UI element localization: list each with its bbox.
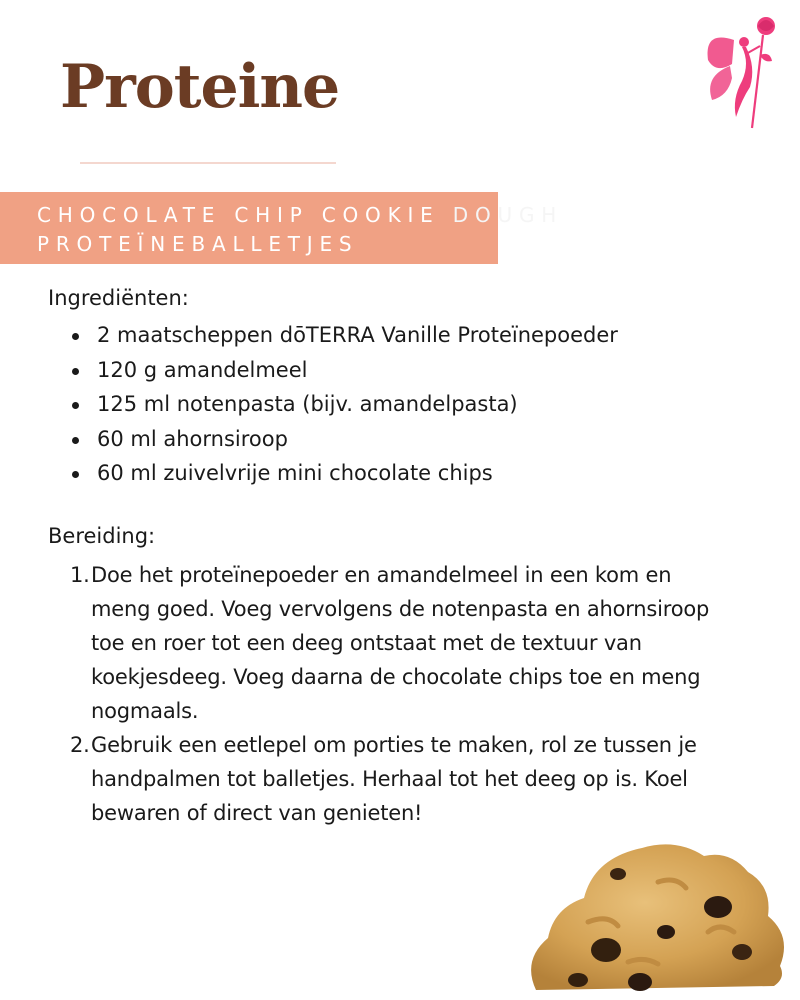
step-number: 2. — [70, 733, 90, 757]
step-number: 1. — [70, 563, 90, 587]
recipe-title — [37, 201, 657, 259]
step-text: Doe het proteïnepoeder en amandelmeel in een kom en meng goed. Voeg vervolgens de notenpasta en ahornsiroop toe en roer tot een deeg ontstaat met de textuur van koekjesdeeg. Voeg daarna de chocolate chips toe en meng nogmaals. — [91, 563, 710, 723]
list-item: 60 ml ahornsiroop — [70, 422, 618, 457]
ingredients-list — [70, 318, 618, 491]
fairy-rose-logo — [700, 10, 790, 135]
recipe-title-line1-overflow: DOUGH — [452, 203, 564, 227]
title-divider — [80, 162, 336, 164]
recipe-title-line1: CHOCOLATE CHIP COOKIE — [37, 203, 453, 227]
list-item: 125 ml notenpasta (bijv. amandelpasta) — [70, 387, 618, 422]
step-item — [70, 558, 730, 728]
preparation-steps — [70, 558, 730, 830]
list-item: 60 ml zuivelvrije mini chocolate chips — [70, 456, 618, 491]
ingredients-heading: Ingrediënten: — [48, 286, 189, 310]
page-title: Proteine — [60, 52, 340, 122]
recipe-title-line2: PROTEÏNEBALLETJES — [37, 232, 359, 256]
cookie-dough-ball-image — [518, 812, 800, 1000]
list-item: 2 maatscheppen dōTERRA Vanille Proteïnepoeder — [70, 318, 618, 353]
step-text: Gebruik een eetlepel om porties te maken, rol ze tussen je handpalmen tot balletjes. Herhaal tot het deeg op is. Koel bewaren of direct van genieten! — [91, 733, 697, 825]
list-item: 120 g amandelmeel — [70, 353, 618, 388]
preparation-heading: Bereiding: — [48, 524, 156, 548]
